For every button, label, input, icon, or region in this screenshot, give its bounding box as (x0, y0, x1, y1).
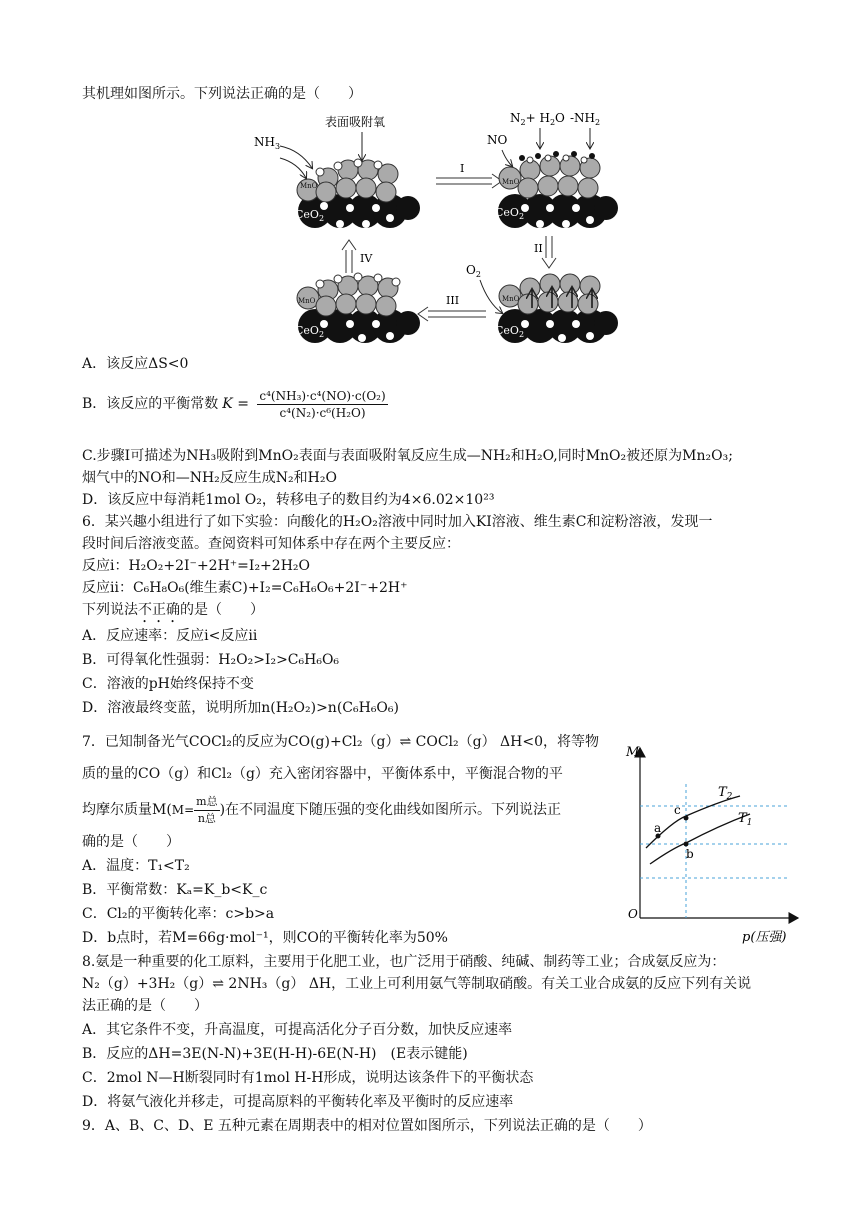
catalyst-bottom-right (495, 274, 618, 343)
catalyst-top-left (295, 159, 420, 228)
equilibrium-constant-fraction: $\frac{\text{c⁴(NH₃)·c⁴(NO)·c(O₂)}}{\text{c⁴(N₂)·c⁶(H₂O)}}$ (259, 388, 386, 420)
q7-stem-line4: 确的是（ ） (82, 834, 180, 850)
q6-option-b: B．可得氧化性强弱：H₂O₂>I₂>C₆H₆O₆ (82, 652, 340, 668)
svg-text:-NH2: $-NH_2$ (570, 111, 601, 127)
q5-option-c-line1: C.步骤Ⅰ可描述为NH₃吸附到MnO₂表面与表面吸附氧反应生成—NH₂和H₂O,同时MnO₂被还原为Mn₂O₃; (82, 448, 733, 464)
q5-option-c-line2: 烟气中的NO和—NH₂反应生成N₂和H₂O (82, 470, 337, 486)
q6-stem-line2: 段时间后溶液变蓝。查阅资料可知体系中存在两个主要反应： (82, 536, 460, 552)
svg-text:MnO: MnO (502, 295, 520, 303)
point-c (684, 816, 689, 821)
svg-text:b: b (686, 847, 694, 861)
q6-option-d: D．溶液最终变蓝，说明所加n(H₂O₂)>n(C₆H₆O₆) (82, 700, 399, 716)
q6-stem-line1: 6．某兴趣小组进行了如下实验：向酸化的H₂O₂溶液中同时加入KI溶液、维生素C和淀粉溶液，发现一 (82, 514, 713, 530)
arrow-step-2 (534, 236, 556, 268)
q6-option-c: C．溶液的pH始终保持不变 (82, 676, 254, 692)
svg-text:MnO: MnO (300, 182, 318, 190)
q7-option-d: D．b点时，若M=66g·mol⁻¹，则CO的平衡转化率为50% (82, 930, 448, 946)
q7-pressure-graph (618, 736, 808, 946)
svg-text:T1: $T_1$ (738, 811, 753, 828)
svg-text:表面吸附氧: 表面吸附氧 (325, 115, 386, 129)
svg-text:I: I (460, 162, 465, 175)
graph-origin: O (628, 907, 638, 921)
arrow-step-1 (436, 162, 502, 188)
q7-stem-line2: 质的量的CO（g）和Cl₂（g）充入密闭容器中，平衡体系中，平衡混合物的平 (82, 766, 563, 782)
catalyst-bottom-left (295, 273, 420, 343)
svg-text:N2+ H2O: $N_2+ H_2O$ (510, 111, 565, 127)
q5-option-b: B．该反应的平衡常数 K = $\frac{\text{c⁴(NH₃)·c⁴(NO)·c(O₂)}}{\text{c⁴(N₂)·c⁶(H₂O)}}$ (82, 388, 386, 420)
svg-text:CeO2: CeO$_2$ (295, 324, 325, 339)
svg-text:CeO2: CeO$_2$ (295, 208, 325, 223)
q7-option-a: A．温度：T₁<T₂ (82, 858, 190, 874)
svg-text:O2: $O_2$ (466, 263, 481, 279)
graph-x-label: p(压强) (742, 930, 787, 945)
mechanism-figure (240, 108, 620, 348)
q7-stem-line3: 均摩尔质量M(M= $\frac{\text{m总}}{\text{n总}}$ )在不同温度下随压强的变化曲线如图所示。下列说法正 (82, 794, 562, 825)
svg-text:MnO: MnO (502, 178, 520, 186)
q8-option-d: D．将氨气液化并移走，可提高原料的平衡转化率及平衡时的反应速率 (82, 1094, 514, 1110)
svg-text:MnO: MnO (298, 297, 316, 305)
svg-text:II: II (534, 242, 543, 255)
q8-stem-line2: N₂（g）+3H₂（g）⇌ 2NH₃（g） ΔH，工业上可利用氨气等制取硝酸。有关工业合成氨的反应下列有关说 (82, 976, 752, 992)
graph-y-label: M (626, 745, 640, 760)
q7-option-b: B．平衡常数：Kₐ=K_b<K_c (82, 882, 268, 898)
q6-option-a: A．反应速率：反应ⅰ<反应ⅱ (82, 628, 258, 644)
svg-text:CeO2: CeO$_2$ (495, 324, 525, 339)
point-b (684, 842, 689, 847)
intro-text: 其机理如图所示。下列说法正确的是（ ） (82, 86, 362, 102)
svg-text:NH3: $NH_3$ (254, 135, 281, 151)
q6-reaction-1: 反应ⅰ：H₂O₂+2I⁻+2H⁺=I₂+2H₂O (82, 558, 310, 574)
q9-stem: 9．A、B、C、D、E 五种元素在周期表中的相对位置如图所示，下列说法正确的是（ ） (82, 1118, 652, 1134)
q8-option-b: B．反应的ΔH=3E(N-N)+3E(H-H)-6E(N-H) (E表示键能) (82, 1046, 468, 1062)
curve-t1 (650, 814, 750, 864)
q5-option-a: A．该反应ΔS<0 (82, 356, 189, 372)
svg-text:IV: IV (360, 252, 373, 265)
q5-option-d: D．该反应中每消耗1mol O₂，转移电子的数目约为4×6.02×10²³ (82, 492, 495, 508)
arrow-step-3 (418, 294, 486, 321)
svg-text:III: III (446, 294, 460, 307)
catalyst-top-right (495, 151, 618, 228)
q8-option-a: A．其它条件不变，升高温度，可提高活化分子百分数，加快反应速率 (82, 1022, 513, 1038)
q8-option-c: C．2mol N—H断裂同时有1mol H-H形成，说明达该条件下的平衡状态 (82, 1070, 534, 1086)
q6-reaction-2: 反应ⅱ：C₆H₈O₆(维生素C)+I₂=C₆H₆O₆+2I⁻+2H⁺ (82, 580, 408, 596)
q8-stem-line1: 8.氨是一种重要的化工原料，主要用于化肥工业，也广泛用于硝酸、纯碱、制药等工业；合成氨反应为： (82, 954, 726, 970)
q7-stem-line1: 7．已知制备光气COCl₂的反应为CO(g)+Cl₂（g）⇌ COCl₂（g） ΔH<0，将等物 (82, 734, 600, 750)
arrow-step-4 (342, 240, 373, 273)
q6-question: 下列说法不正确的是（ ） (82, 602, 264, 618)
svg-text:T2: $T_2$ (718, 785, 733, 802)
svg-text:CeO2: CeO$_2$ (495, 206, 525, 221)
q7-option-c: C．Cl₂的平衡转化率：c>b>a (82, 906, 275, 922)
q8-stem-line3: 法正确的是（ ） (82, 998, 208, 1014)
svg-text:NO: NO (487, 133, 508, 147)
svg-text:c: c (674, 803, 681, 817)
svg-text:a: a (654, 821, 662, 835)
